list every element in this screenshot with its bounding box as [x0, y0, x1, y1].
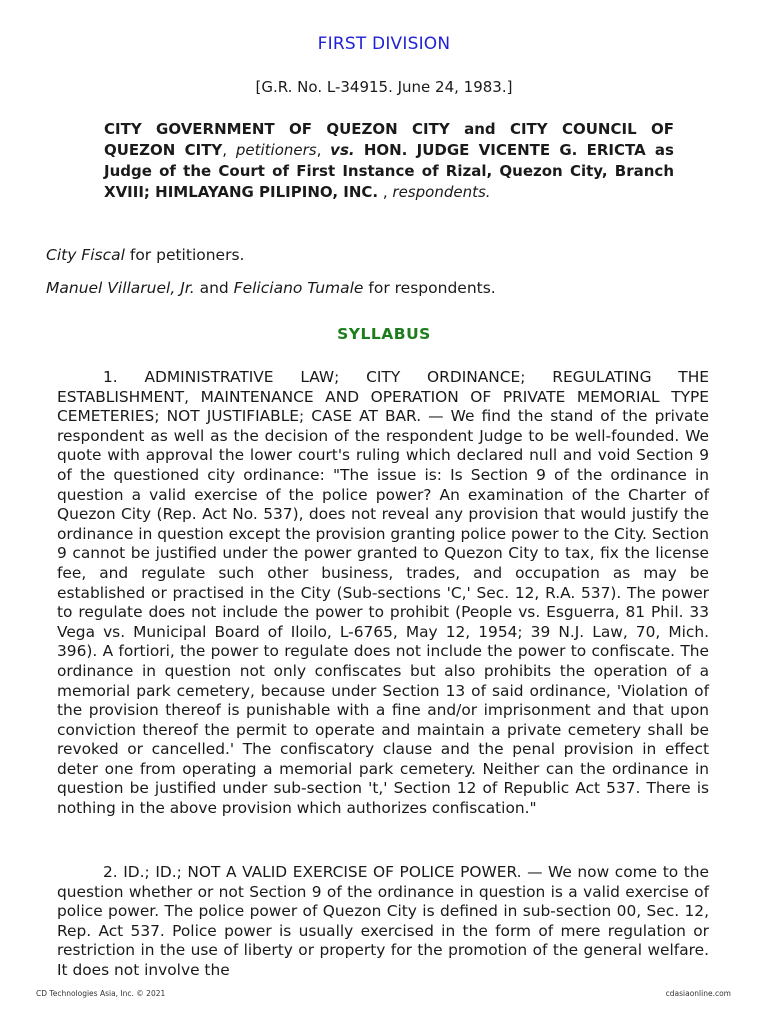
respondents-counsel-2: Feliciano Tumale [233, 279, 364, 297]
petitioners-counsel-line [46, 245, 244, 265]
respondents-name: HON. JUDGE VICENTE G. ERICTA as Judge of the Court of First Instance of Rizal, Quezon City, Branch XVIII; HIMLAYANG PILIPINO, INC. [104, 141, 674, 201]
versus-label: vs. [330, 141, 355, 159]
vs-separator: , [316, 141, 331, 159]
respondents-label: respondents. [392, 183, 491, 201]
respondents-counsel-line [46, 278, 496, 298]
petitioners-counsel: City Fiscal [46, 246, 125, 264]
respondents-separator: , [378, 183, 393, 201]
respondents-counsel-1: Manuel Villaruel, Jr. [46, 279, 195, 297]
footer-copyright: CD Technologies Asia, Inc. © 2021 [36, 989, 166, 998]
case-parties [104, 119, 674, 203]
case-number: [G.R. No. L-34915. June 24, 1983.] [255, 78, 513, 96]
petitioners-separator: , [222, 141, 236, 159]
syllabus-heading: SYLLABUS [337, 325, 431, 343]
petitioners-counsel-suffix: for petitioners. [124, 246, 245, 264]
respondents-counsel-and: and [194, 279, 234, 297]
petitioners-label: petitioners [235, 141, 317, 159]
syllabus-paragraph-1: 1. ADMINISTRATIVE LAW; CITY ORDINANCE; REGULATING THE ESTABLISHMENT, MAINTENANCE AND OPERATION OF PRIVATE MEMORIAL TYPE CEMETERIES; NOT JUSTIFIABLE; CASE AT BAR. — We find the stand of the private respondent as well as the decision of the respondent Judge to be well-founded. We quote with approval the lower court's ruling which declared null and void Section 9 of the questioned city ordinance: "The issue is: Is Section 9 of the ordinance in question a valid exercise of the police power? An examination of the Charter of Quezon City (Rep. Act No. 537), does not reveal any provision that would justify the ordinance in question except the provision granting police power to the City. Section 9 cannot be justified under the power granted to Quezon City to tax, fix the license fee, and regulate such other business, trades, and occupation as may be established or practised in the City (Sub-sections 'C,' Sec. 12, R.A. 537). The power to regulate does not include the power to prohibit (People vs. Esguerra, 81 Phil. 33 Vega vs. Municipal Board of Iloilo, L-6765, May 12, 1954; 39 N.J. Law, 70, Mich. 396). A fortiori, the power to regulate does not include the power to confiscate. The ordinance in question not only confiscates but also prohibits the operation of a memorial park cemetery, because under Section 13 of said ordinance, 'Violation of the provision thereof is punishable with a fine and/or imprisonment and that upon conviction thereof the permit to operate and maintain a private cemetery shall be revoked or cancelled.' The confiscatory clause and the penal provision in effect deter one from operating a memorial park cemetery. Neither can the ordinance in question be justified under sub-section 't,' Section 12 of Republic Act 537. There is nothing in the above provision which authorizes confiscation." [57, 368, 709, 818]
syllabus-paragraph-2: 2. ID.; ID.; NOT A VALID EXERCISE OF POLICE POWER. — We now come to the question whether or not Section 9 of the ordinance in question is a valid exercise of police power. The police power of Quezon City is defined in sub-section 00, Sec. 12, Rep. Act 537. Police power is usually exercised in the form of mere regulation or restriction in the use of liberty or property for the promotion of the general welfare. It does not involve the [57, 863, 709, 979]
division-heading: FIRST DIVISION [317, 34, 451, 54]
footer-site: cdasiaonline.com [665, 989, 731, 998]
respondents-counsel-suffix: for respondents. [363, 279, 496, 297]
petitioners-name: CITY GOVERNMENT OF QUEZON CITY and CITY COUNCIL OF QUEZON CITY [104, 120, 674, 159]
